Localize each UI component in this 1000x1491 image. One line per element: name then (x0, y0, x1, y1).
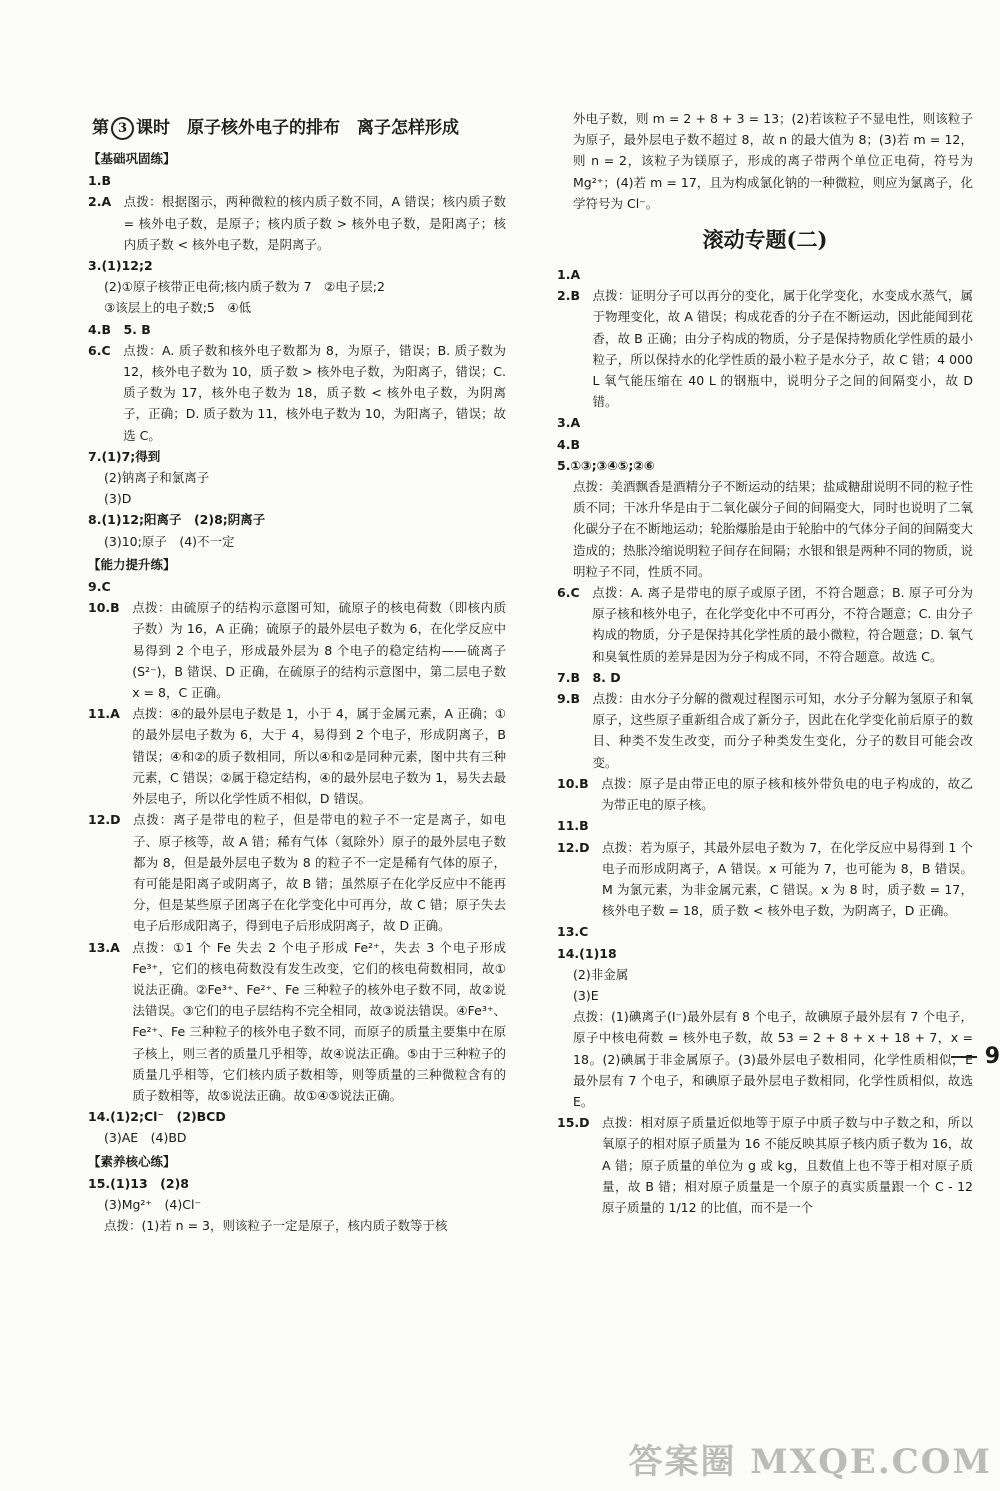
answer-item: 1. B (88, 173, 111, 189)
answer-item: 15. D 点拨：相对原子质量近似地等于原子中质子数与中子数之和，所以氧原子的相对原子质量为 16 不能反映其原子核内质子数为 16，故 A 错；原子质量的单位为 g 或 kg，且数值上也不等于相对原子质量，故 B 错；相对原子质量是一个原子的真实质量跟一个 C - 12 原子质量的 1/12 的比值，而不是一个 (557, 1115, 973, 1215)
answer-sub: (3)Mg²⁺ (4)Cl⁻ (104, 1196, 202, 1212)
answer-item: 14. (1)2;Cl⁻ (2)BCD (88, 1109, 226, 1125)
answer-sub: (3)10;原子 (4)不一定 (104, 533, 235, 549)
answer-item: 9. B 点拨：由水分子分解的微观过程图示可知，水分子分解为氢原子和氧原子，这些原子重新组合成了新分子，因此在化学变化前后原子的数目、种类不发生改变，而分子种类发生变化，分子的数目可能会改变。 (557, 691, 973, 770)
answer-sub: (3)D (104, 491, 132, 507)
answer-item: 1. A (557, 267, 581, 283)
answer-item: 8. (1)12;阳离子 (2)8;阴离子 (88, 512, 266, 528)
answer-sub: (2)钠离子和氯离子 (104, 470, 210, 486)
title-prefix: 第 (92, 118, 109, 138)
answer-item: 6. C 点拨：A. 质子数和核外电子数都为 8，为原子，错误；B. 质子数为 12，核外电子数为 10，质子数 > 核外电子数，为阳离子，错误；C. 质子数为 17，核外电子数为 18，质子数 < 核外电子数，为阴离子，正确；D. 质子数为 11，核外电子数为 10，为阳离子，错误；故选 C。 (88, 342, 506, 443)
answer-item: 13. C (557, 924, 589, 940)
answer-item: 4. B 5. B (88, 321, 151, 337)
answer-hint: 点拨：(1)碘离子(I⁻)最外层有 8 个电子，故碘原子最外层有 7 个电子，原子中核电荷数 = 核外电子数，故 53 = 2 + 8 + x + 18 + 7，x = 18。(2)碘属于非金属原子。(3)最外层电子数相同，化学性质相似，E 最外层有 7 个电子，和碘原子最外层电子数相同，化学性质相似，故选 E。 (573, 1009, 973, 1109)
answer-sub: (2)①原子核带正电荷;核内质子数为 7 ②电子层;2 (104, 279, 385, 295)
answer-item: 5. ①③;③④⑤;②⑥ (557, 457, 655, 473)
answer-item: 11. A 点拨：④的最外层电子数是 1，小于 4，属于金属元素，A 正确；①的最外层电子数为 6，大于 4，易得到 2 个电子，形成阴离子，B 错误；④和②的质子数相同，所以④和②是同种元素，图中共有三种元素，C 错误；②属于稳定结构，④的最外层电子数为 1，易失去最外层电子，所以化学性质不相似，D 错误。 (88, 706, 506, 807)
section-basic: 【基础巩固练】 (88, 151, 176, 166)
answer-item: 9. C (88, 579, 111, 595)
answer-item: 12. D 点拨：离子是带电的粒子，但是带电的粒子不一定是离子，如电子、原子核等，故 A 错；稀有气体（氦除外）原子的最外层电子数都为 8，但是最外层电子数为 8 的粒子不一定是稀有气体的原子，有可能是阳离子或阴离子，故 B 错；虽然原子在化学反应中不能再分，但是某些原子团离子在化学变化中可再分，故 C 错；原子失去电子后形成阳离子，得到电子后形成阴离子，故 D 正确。 (88, 812, 506, 934)
section-title: 滚动专题(二) (702, 227, 828, 253)
answer-item: 2. A 点拨：根据图示，两种微粒的核内质子数不同，A 错误；核内质子数 = 核外电子数，是原子；核内质子数 > 核外电子数，是阳离子；核内质子数 < 核外电子数，是阴离子。 (88, 194, 506, 252)
answer-item: 3. A (557, 415, 581, 431)
section-advanced: 【能力提升练】 (88, 556, 176, 572)
answer-item: 4. B (557, 436, 580, 452)
answer-item: 7. B 8. D (557, 669, 621, 685)
lesson-title (92, 112, 506, 144)
answer-item: 15. (1)13 (2)8 (88, 1175, 189, 1191)
answer-item: 3. (1)12;2 (88, 258, 153, 274)
answer-item: 11. B (557, 818, 589, 834)
lesson-number-badge: 3 (111, 117, 134, 140)
answer-item: 10. B 点拨：原子是由带正电的原子核和核外带负电的电子构成的，故乙为带正电的原子核。 (557, 775, 973, 813)
answer-item: 7. (1)7;得到 (88, 448, 161, 464)
section-core: 【素养核心练】 (88, 1153, 176, 1169)
page-number: 9 (951, 1044, 1000, 1069)
answer-hint: 点拨：美酒飘香是酒精分子不断运动的结果；盐咸糖甜说明不同的粒子性质不同；干冰升华是由于二氧化碳分子间的间隔变大，同时也说明了二氧化碳分子在不断地运动；轮胎爆胎是由于轮胎中的气体分子间的间隔变大造成的；热胀冷缩说明粒子间存在间隔；水银和银是两种不同的物质，说明粒子不同，性质不同。 (573, 479, 974, 579)
answer-item: 10. B 点拨：由硫原子的结构示意图可知，硫原子的核电荷数（即核内质子数）为 16，A 正确；硫原子的最外层电子数为 6，在化学反应中易得到 2 个电子，形成最外层为 8 个电子的稳定结构——硫离子(S²⁻)，B 错误、D 正确，在硫原子的结构示意图中，第二层电子数 x = 8，C 正确。 (88, 600, 506, 701)
continued-hint: 外电子数，则 m = 2 + 8 + 3 = 13；(2)若该粒子不显电性，则该粒子为原子，最外层电子数不超过 8，故 n 的最大值为 8；(3)若 m = 12，则 n = 2，该粒子为镁原子，形成的离子带两个单位正电荷，符号为 Mg²⁺；(4)若 m = 17，且为构成氯化钠的一种微粒，则应为氯离子，化学符号为 Cl⁻。 (573, 111, 973, 211)
right-column (557, 108, 973, 1218)
answer-sub: (3)E (573, 987, 599, 1003)
title-text: 课时 原子核外电子的排布 离子怎样形成 (136, 118, 459, 138)
answer-sub: ③该层上的电子数;5 ④低 (104, 300, 252, 316)
answer-sub: (3)AE (4)BD (104, 1130, 187, 1146)
answer-item: 13. A 点拨：①1 个 Fe 失去 2 个电子形成 Fe²⁺，失去 3 个电子形成 Fe³⁺，它们的核电荷数没有发生改变，它们的核电荷数相同，故①说法正确。②Fe³⁺、Fe²⁺、Fe 三种粒子的核外电子数不同，故②说法错误。③它们的电子层结构不完全相同，故③说法错误。④Fe³⁺、Fe²⁺、Fe 三种粒子的核外电子数不同，而原子的质量主要集中在原子核上，则三者的质量几乎相等，故④说法正确。⑤由于三种粒子的质量几乎相等，它们核内质子数相等，则等质量的三种微粒含有的质子数相等，故⑤说法正确。故①④⑤说法正确。 (88, 939, 506, 1103)
watermark-logo: 答案圈 MXQE.COM (628, 1442, 992, 1482)
answer-item: 6. C 点拨：A. 离子是带电的原子或原子团，不符合题意；B. 原子可分为原子核和核外电子，在化学变化中不可再分，不符合题意；C. 由分子构成的物质，分子是保持其化学性质的最小微粒，符合题意；D. 氧气和臭氧性质的差异是因为分子构成不同，不符合题意。故选 C。 (557, 585, 973, 664)
answer-item: 14. (1)18 (557, 945, 617, 961)
answer-item: 2. B 点拨：证明分子可以再分的变化，属于化学变化，水变成水蒸气，属于物理变化，故 A 错误；构成花香的分子在不断运动，因此能闻到花香，故 B 正确；由分子构成的物质，分子是保持物质化学性质的最小粒子，所以保持水的化学性质的最小粒子是水分子，故 C 错；4 000 L 氧气能压缩在 40 L 的钢瓶中，说明分子之间的间隔变小，故 D 错。 (557, 288, 973, 410)
answer-sub: (2)非金属 (573, 966, 629, 982)
answer-hint: 点拨：(1)若 n = 3，则该粒子一定是原子，核内质子数等于核 (104, 1218, 448, 1234)
left-column (88, 108, 506, 1236)
answer-item: 12. D 点拨：若为原子，其最外层电子数为 7，在化学反应中易得到 1 个电子而形成阴离子，A 错误。x 可能为 7，也可能为 8，B 错误。M 为氯元素，为非金属元素，C 错误。x 为 8 时，质子数 = 17，核外电子数 = 18，质子数 < 核外电子数，为阴离子，D 正确。 (557, 839, 973, 919)
